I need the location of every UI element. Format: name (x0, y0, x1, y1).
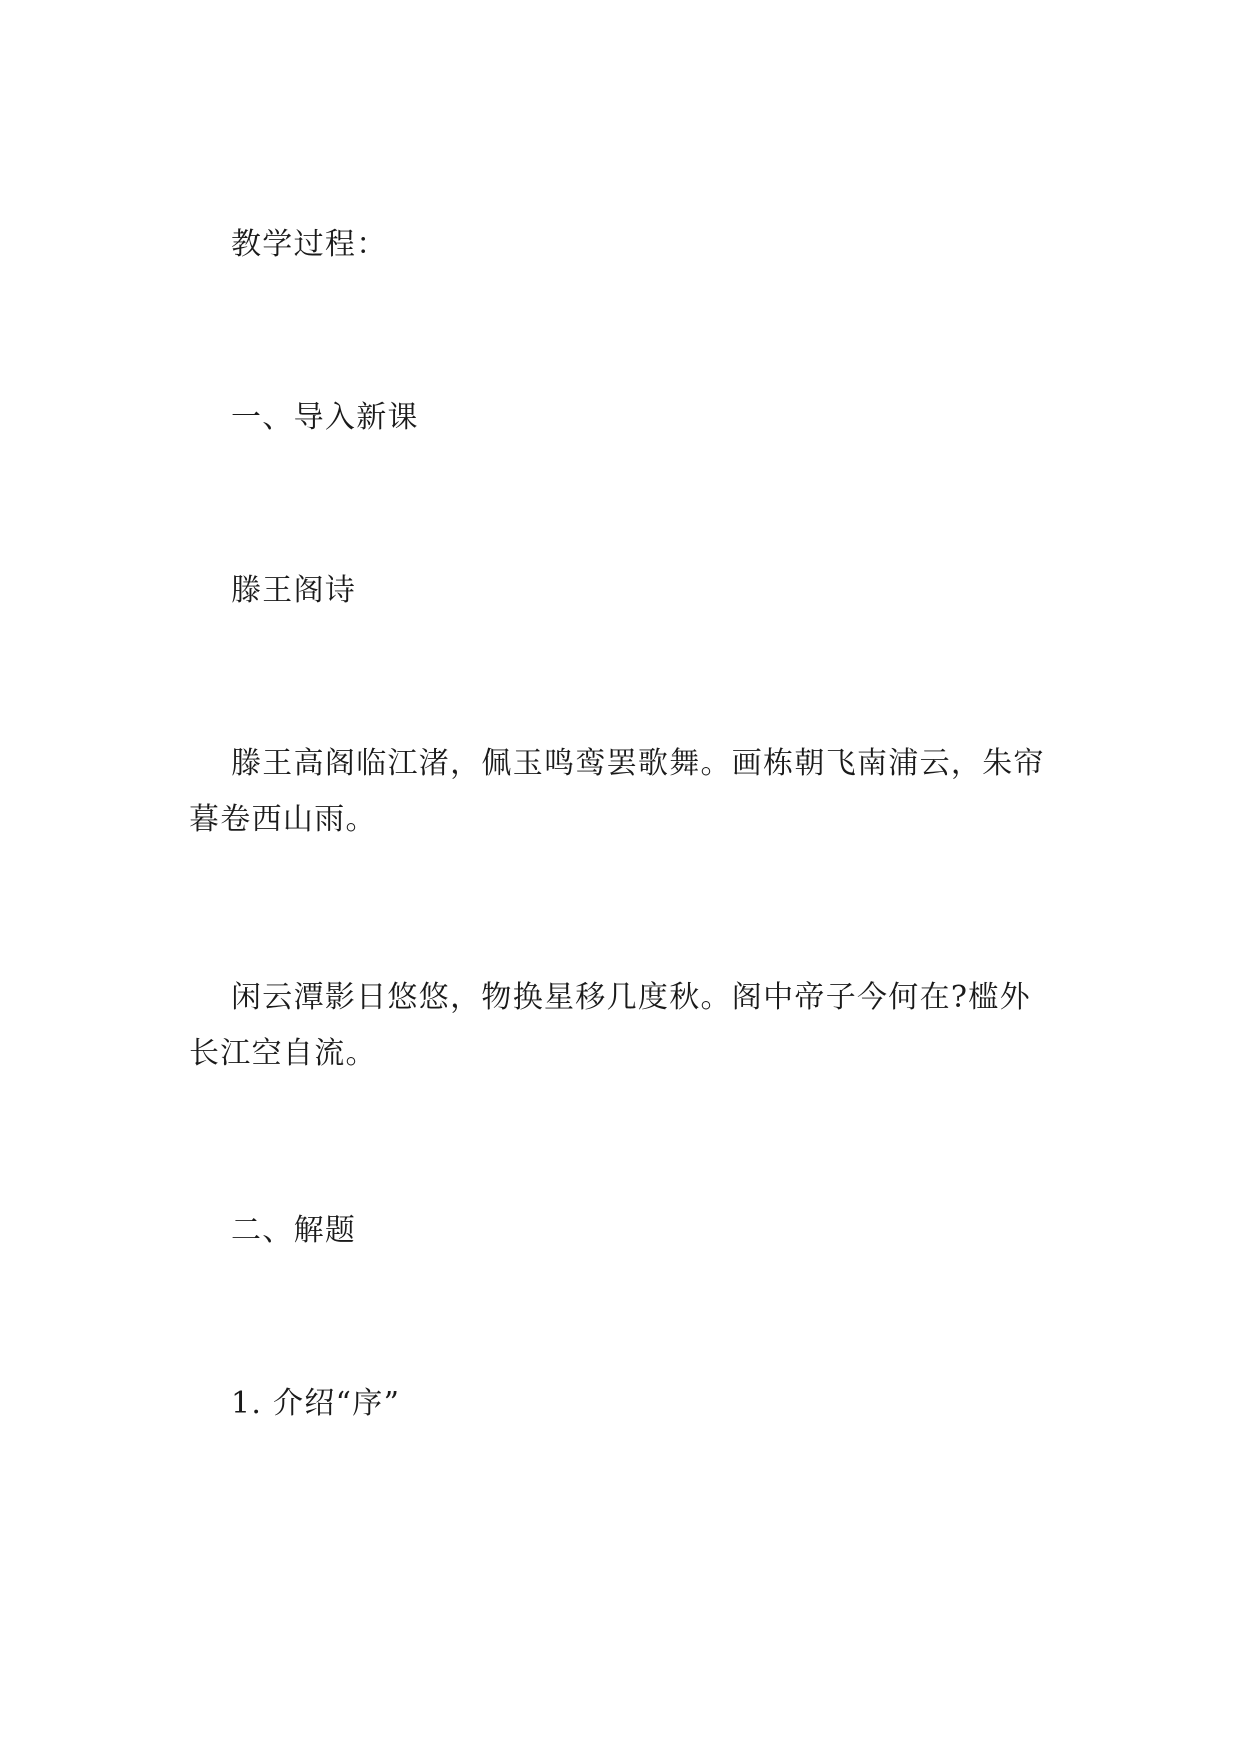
section-heading-introduction: 一、导入新课 (231, 400, 419, 435)
section-heading-explanation: 二、解题 (231, 1213, 357, 1248)
section-heading-teaching-process: 教学过程： (231, 227, 388, 262)
list-item-introduce-preface: 1. 介绍“序” (231, 1386, 401, 1421)
poem-title: 滕王阁诗 (231, 573, 357, 608)
poem-stanza-2: 闲云潭影日悠悠，物换星移几度秋。阁中帝子今何在?槛外长江空自流。 (189, 980, 1031, 1071)
poem-stanza-1: 滕王高阁临江渚，佩玉鸣鸾罢歌舞。画栋朝飞南浦云，朱帘暮卷西山雨。 (189, 746, 1045, 837)
